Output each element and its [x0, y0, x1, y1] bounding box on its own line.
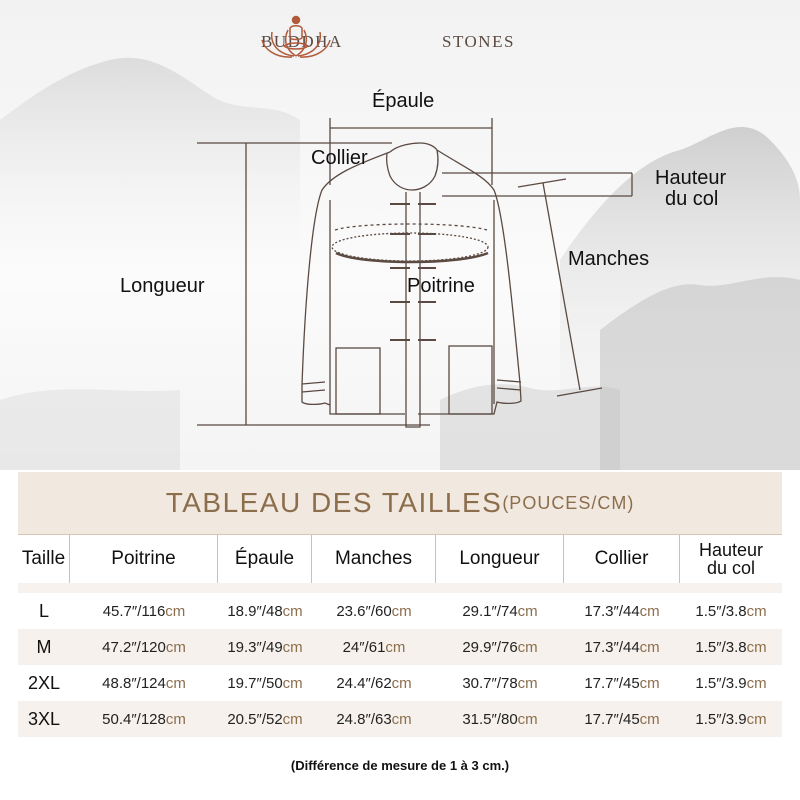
chest-cell — [70, 665, 218, 701]
measure-value: 24.8″/63 — [336, 710, 392, 728]
shoulder-cell — [218, 629, 312, 665]
measure-value: 17.7″/45 — [584, 710, 640, 728]
measure-value: 1.5″/3.8 — [695, 638, 747, 656]
size-table-body — [18, 593, 782, 737]
measure-value: 24″/61 — [342, 638, 386, 656]
sleeves-cell — [312, 665, 436, 701]
collar-cell — [564, 701, 680, 737]
collar-height-cell — [680, 701, 782, 737]
chest-cell — [70, 629, 218, 665]
table-row — [18, 629, 782, 665]
label-chest: Poitrine — [407, 275, 475, 297]
table-row — [18, 593, 782, 629]
unit-label: cm — [282, 710, 303, 728]
label-collar-height-2: du col — [665, 188, 719, 210]
label-collar: Collier — [311, 147, 368, 169]
measure-value: 1.5″/3.8 — [695, 602, 747, 620]
unit-label: cm — [165, 674, 186, 692]
unit-label: cm — [639, 602, 660, 620]
header-sleeves: Manches — [312, 535, 436, 583]
jacket-collar — [387, 150, 438, 190]
unit-label: cm — [639, 638, 660, 656]
measure-value: 50.4″/128 — [102, 710, 166, 728]
unit-label: cm — [282, 638, 303, 656]
unit-label: cm — [517, 710, 538, 728]
collar-cell — [564, 629, 680, 665]
collar-height-cell — [680, 665, 782, 701]
measure-value: 47.2″/120 — [102, 638, 166, 656]
jacket-left-outline — [302, 152, 405, 414]
length-cell — [436, 593, 564, 629]
unit-label: cm — [517, 602, 538, 620]
unit-label: cm — [165, 710, 186, 728]
chest-cell — [70, 701, 218, 737]
measure-value: 23.6″/60 — [336, 602, 392, 620]
shoulder-cell — [218, 701, 312, 737]
unit-label: cm — [391, 710, 412, 728]
measure-value: 17.7″/45 — [584, 674, 640, 692]
unit-label: cm — [746, 674, 767, 692]
unit-label: cm — [746, 638, 767, 656]
measure-value: 17.3″/44 — [584, 602, 640, 620]
measure-value: 24.4″/62 — [336, 674, 392, 692]
header-collar-height-line1: Hauteur — [698, 540, 764, 560]
sleeves-cell — [312, 629, 436, 665]
header-size: Taille — [18, 535, 70, 583]
size-table — [18, 472, 782, 737]
size-table-title — [18, 472, 782, 535]
measure-value: 17.3″/44 — [584, 638, 640, 656]
unit-label: cm — [639, 710, 660, 728]
header-collar: Collier — [564, 535, 680, 583]
label-shoulder: Épaule — [372, 90, 435, 112]
unit-label: cm — [165, 638, 186, 656]
collar-height-cell — [680, 593, 782, 629]
unit-label: cm — [391, 674, 412, 692]
unit-label: cm — [517, 638, 538, 656]
header-shoulder: Épaule — [218, 535, 312, 583]
collar-cell — [564, 593, 680, 629]
measure-value: 19.3″/49 — [227, 638, 283, 656]
header-chest: Poitrine — [70, 535, 218, 583]
header-collar-height-line2: du col — [706, 558, 756, 578]
header-collar-height — [680, 535, 782, 583]
unit-label: cm — [639, 674, 660, 692]
measure-value: 18.9″/48 — [227, 602, 283, 620]
sleeves-cell — [312, 701, 436, 737]
measure-value: 48.8″/124 — [102, 674, 166, 692]
size-table-title-main: TABLEAU DES TAILLES — [165, 487, 503, 518]
label-collar-height-1: Hauteur — [655, 167, 727, 189]
measure-value: 29.9″/76 — [462, 638, 518, 656]
shoulder-cell — [218, 665, 312, 701]
chest-cell — [70, 593, 218, 629]
unit-label: cm — [746, 602, 767, 620]
size-cell: 2XL — [27, 672, 61, 693]
unit-label: cm — [385, 638, 406, 656]
length-cell — [436, 701, 564, 737]
table-row — [18, 701, 782, 737]
table-spacer — [18, 583, 782, 593]
measurement-note: (Différence de mesure de 1 à 3 cm.) — [290, 758, 510, 773]
collar-height-cell — [680, 629, 782, 665]
unit-label: cm — [282, 674, 303, 692]
size-table-header — [18, 535, 782, 583]
measure-value: 20.5″/52 — [227, 710, 283, 728]
brand-name-left: BUDDHA — [261, 32, 343, 51]
brand-name-right: STONES — [442, 32, 515, 51]
table-row — [18, 665, 782, 701]
size-table-title-units: (POUCES/CM) — [502, 492, 635, 513]
label-length: Longueur — [120, 275, 205, 297]
size-cell: L — [38, 600, 49, 621]
unit-label: cm — [282, 602, 303, 620]
measure-value: 29.1″/74 — [462, 602, 518, 620]
brand-logo — [258, 12, 538, 62]
measure-value: 45.7″/116 — [102, 602, 166, 620]
size-cell: 3XL — [27, 708, 61, 729]
shoulder-cell — [218, 593, 312, 629]
measure-value: 1.5″/3.9 — [695, 710, 747, 728]
measure-value: 1.5″/3.9 — [695, 674, 747, 692]
length-cell — [436, 629, 564, 665]
size-cell: M — [36, 636, 52, 657]
length-cell — [436, 665, 564, 701]
sleeves-cell — [312, 593, 436, 629]
sleeve-measure-line — [543, 183, 580, 390]
measure-value: 30.7″/78 — [462, 674, 518, 692]
measure-value: 19.7″/50 — [227, 674, 283, 692]
label-sleeves: Manches — [568, 248, 650, 270]
measure-value: 31.5″/80 — [462, 710, 518, 728]
unit-label: cm — [165, 602, 186, 620]
unit-label: cm — [746, 710, 767, 728]
unit-label: cm — [391, 602, 412, 620]
collar-cell — [564, 665, 680, 701]
lotus-meditation-icon — [258, 12, 334, 60]
unit-label: cm — [517, 674, 538, 692]
header-length: Longueur — [436, 535, 564, 583]
